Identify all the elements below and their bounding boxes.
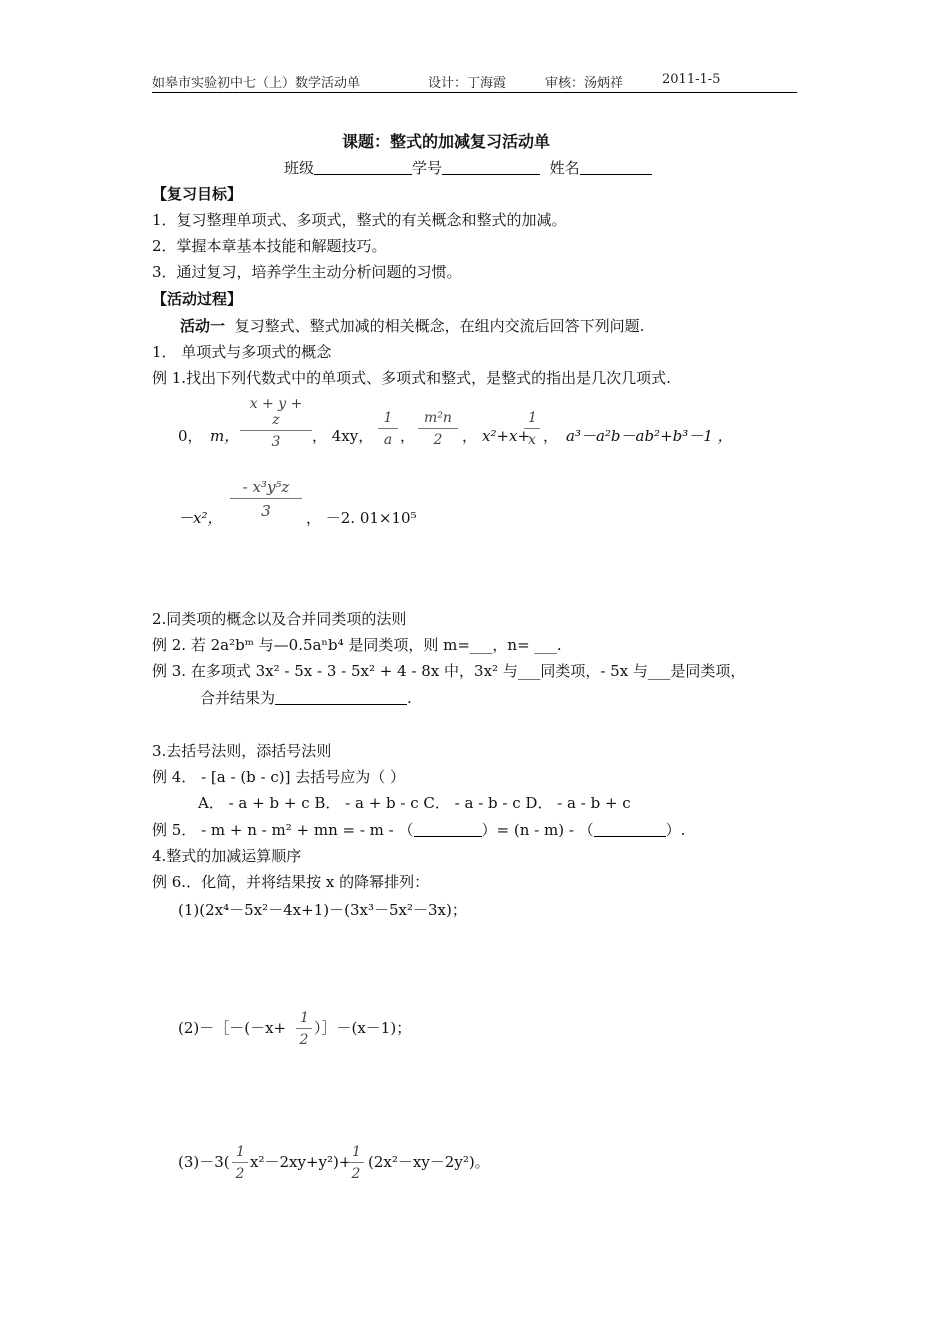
goal-item: 3．通过复习，培养学生主动分析问题的习惯。 — [152, 263, 462, 281]
student-info-line — [284, 158, 652, 178]
answer-blank — [275, 689, 407, 705]
id-blank — [442, 159, 540, 175]
page-header — [152, 72, 797, 93]
fraction-denominator: 2 — [351, 1166, 361, 1182]
section3-title: 3.去括号法则，添括号法则 — [152, 742, 332, 760]
problem-3-part-a: (3)－3( — [178, 1153, 230, 1171]
fraction-neg-x3y5z-over-3 — [230, 478, 302, 520]
fraction-one-half — [232, 1144, 248, 1182]
problem-2-part-b: ）］－(x－1)； — [314, 1019, 412, 1037]
fraction-denominator: x — [528, 432, 536, 448]
example4-options: A． - a + b + c B． - a + b - c C． - a - b - c D． - a - b + c — [198, 794, 631, 812]
fraction-m2n-over-2 — [418, 410, 458, 448]
section2-title: 2.同类项的概念以及合并同类项的法则 — [152, 610, 407, 628]
fraction-one-half — [296, 1010, 312, 1048]
activity-text: 复习整式、整式加减的相关概念，在组内交流后回答下列问题. — [234, 317, 645, 335]
section4-title: 4.整式的加减运算顺序 — [152, 847, 302, 865]
fraction-numerator: 1 — [378, 410, 398, 429]
example4-text: 例 4． - [a - (b - c)] 去括号应为（ ） — [152, 768, 406, 786]
fraction-numerator: 1 — [524, 410, 540, 429]
fraction-xyz-over-3 — [240, 396, 312, 450]
problem-3-part-c: (2x²－xy－2y²)。 — [368, 1153, 490, 1171]
activity-label: 活动一 — [180, 317, 226, 335]
problem-3-part-b: x²－2xy+y²)+ — [250, 1153, 352, 1171]
fraction-denominator: 2 — [299, 1032, 309, 1048]
comma: ， — [462, 427, 478, 445]
ex5-part-b: ）= (n - m) - （ — [481, 821, 594, 839]
fraction-numerator: 1 — [232, 1144, 248, 1163]
example3-text: 例 3. 在多项式 3x² - 5x - 3 - 5x² + 4 - 8x 中，3x² 与___同类项，- 5x 与___是同类项， — [152, 662, 746, 680]
fraction-numerator: 1 — [296, 1010, 312, 1029]
expr-zero: 0， — [178, 427, 203, 445]
example6-text: 例 6.．化简，并将结果按 x 的降幂排列： — [152, 873, 430, 891]
goals-heading: 【复习目标】 — [152, 185, 243, 203]
problem-2-part-a: (2)－［－(－x+ — [178, 1019, 287, 1037]
section1-title: 1． 单项式与多项式的概念 — [152, 343, 332, 361]
expr-last: ， －2. 01×10⁵ — [306, 509, 417, 527]
fraction-denominator: 3 — [261, 502, 271, 520]
example3-result: 合并结果为 . — [200, 689, 412, 707]
fraction-denominator: 2 — [235, 1166, 245, 1182]
fraction-numerator: 1 — [348, 1144, 364, 1163]
comma: ， — [400, 427, 416, 445]
answer-blank — [414, 821, 482, 837]
ex5-part-a: 例 5． - m + n - m² + mn = - m - （ — [152, 821, 414, 839]
fraction-denominator: 3 — [271, 434, 281, 450]
fraction-denominator: 2 — [433, 432, 443, 448]
process-heading: 【活动过程】 — [152, 290, 243, 308]
goal-item: 1．复习整理单项式、多项式，整式的有关概念和整式的加减。 — [152, 211, 567, 229]
activity-one — [180, 316, 644, 336]
problem-1: (1)(2x⁴－5x²－4x+1)－(3x³－5x²－3x)； — [178, 901, 467, 919]
header-date: 2011-1-5 — [662, 72, 721, 87]
name-blank — [580, 159, 652, 175]
expr-neg-x2: －x²， — [178, 509, 223, 527]
expr-4xy: ， 4xy， — [312, 427, 374, 445]
class-label: 班级 — [284, 159, 315, 177]
fraction-1-over-a — [378, 410, 398, 448]
fraction-1-over-x — [524, 410, 540, 448]
fraction-numerator: - x³y⁵z — [230, 478, 302, 499]
goal-item: 2．掌握本章基本技能和解题技巧。 — [152, 237, 387, 255]
ex5-part-c: ）. — [665, 821, 686, 839]
page-title: 课题：整式的加减复习活动单 — [342, 132, 551, 151]
fraction-numerator: m²n — [418, 410, 458, 429]
fraction-numerator: x + y + z — [240, 396, 312, 431]
example1-text: 例 1.找出下列代数式中的单项式、多项式和整式，是整式的指出是几次几项式. — [152, 369, 671, 387]
fraction-one-half — [348, 1144, 364, 1182]
fraction-denominator: a — [383, 432, 393, 448]
id-label: 学号 — [412, 159, 443, 177]
result-label: 合并结果为 — [200, 689, 276, 707]
comma: ， — [543, 427, 559, 445]
expr-m: m， — [210, 427, 240, 445]
class-blank — [314, 159, 412, 175]
expr-poly1: x²+x+ — [482, 427, 531, 445]
header-school: 如皋市实验初中七（上）数学活动单 — [152, 76, 361, 91]
example5-text — [152, 820, 685, 840]
header-designer: 设计：丁海霞 — [428, 76, 507, 91]
expr-poly2: a³－a²b－ab²+b³－1 ， — [566, 427, 733, 445]
answer-blank — [594, 821, 666, 837]
example2-text: 例 2. 若 2a²bᵐ 与—0.5aⁿb⁴ 是同类项，则 m=___，n= ___. — [152, 636, 562, 654]
header-reviewer: 审核：汤炳祥 — [545, 76, 624, 91]
name-label: 姓名 — [549, 159, 580, 177]
